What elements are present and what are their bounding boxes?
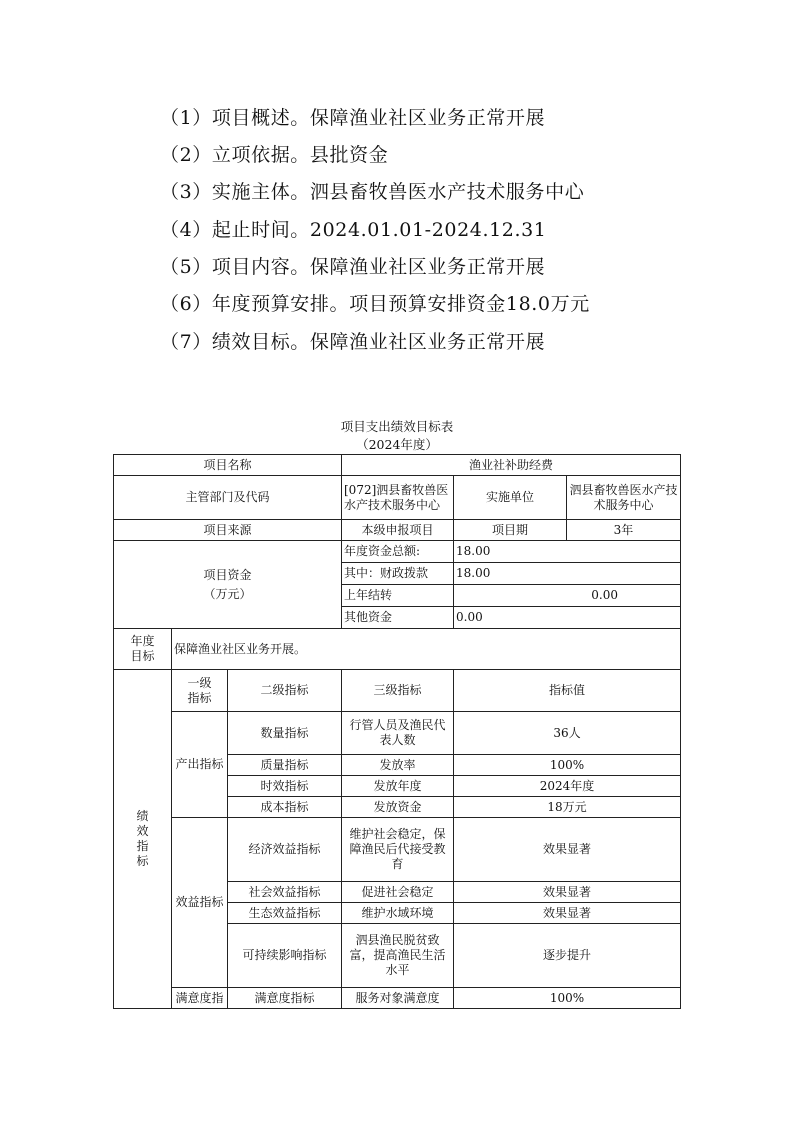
table-title: 项目支出绩效目标表 xyxy=(340,419,454,434)
other-value: 0.00 xyxy=(454,607,681,629)
timeliness-l3: 发放年度 xyxy=(342,776,454,797)
paragraph-period: （4）起止时间。2024.01.01-2024.12.31 xyxy=(160,219,547,241)
economic-l3: 维护社会稳定，保障渔民后代接受教育 xyxy=(342,818,454,882)
cost-l3: 发放资金 xyxy=(342,797,454,818)
funds-label-line1: 项目资金 xyxy=(203,567,252,582)
satisfaction-value: 100% xyxy=(454,988,681,1009)
quantity-l2: 数量指标 xyxy=(228,712,342,755)
social-l2: 社会效益指标 xyxy=(228,882,342,903)
other-label: 其他资金 xyxy=(342,607,454,629)
indicator-char: 标 xyxy=(136,854,149,868)
table-row xyxy=(114,629,681,670)
dept-label: 主管部门及代码 xyxy=(114,476,342,520)
satisfaction-l3: 服务对象满意度 xyxy=(342,988,454,1009)
table-row xyxy=(114,988,681,1009)
fiscal-value: 18.00 xyxy=(454,563,681,585)
goal-label xyxy=(114,629,172,670)
source-label: 项目来源 xyxy=(114,520,342,541)
timeliness-l2: 时效指标 xyxy=(228,776,342,797)
funds-label-line2: （万元） xyxy=(203,586,252,601)
cost-value: 18万元 xyxy=(454,797,681,818)
table-row xyxy=(114,520,681,541)
economic-l2: 经济效益指标 xyxy=(228,818,342,882)
fiscal-label: 其中：财政拨款 xyxy=(342,563,454,585)
timeliness-value: 2024年度 xyxy=(454,776,681,797)
sustainable-value: 逐步提升 xyxy=(454,924,681,988)
impl-value: 泗县畜牧兽医水产技术服务中心 xyxy=(567,476,681,520)
economic-value: 效果显著 xyxy=(454,818,681,882)
total-value: 18.00 xyxy=(454,541,681,563)
table-row xyxy=(114,712,681,755)
paragraph-basis: （2）立项依据。县批资金 xyxy=(160,144,389,166)
indicator-char: 指 xyxy=(136,839,149,853)
project-name-label: 项目名称 xyxy=(114,455,342,476)
quality-l2: 质量指标 xyxy=(228,755,342,776)
table-row xyxy=(114,541,681,563)
impl-label: 实施单位 xyxy=(454,476,567,520)
period-label: 项目期 xyxy=(454,520,567,541)
paragraph-content: （5）项目内容。保障渔业社区业务正常开展 xyxy=(160,256,546,278)
paragraph-overview: （1）项目概述。保障渔业社区业务正常开展 xyxy=(160,107,546,129)
header-value: 指标值 xyxy=(454,670,681,712)
satisfaction-indicator-label: 满意度指 xyxy=(172,988,228,1009)
output-indicator-label: 产出指标 xyxy=(172,712,228,818)
performance-goal-table xyxy=(113,454,681,1009)
table-subtitle: （2024年度） xyxy=(356,437,438,452)
goal-label-line2: 目标 xyxy=(130,649,155,663)
ecological-l3: 维护水域环境 xyxy=(342,903,454,924)
header-level3: 三级指标 xyxy=(342,670,454,712)
ecological-l2: 生态效益指标 xyxy=(228,903,342,924)
source-value: 本级申报项目 xyxy=(342,520,454,541)
cost-l2: 成本指标 xyxy=(228,797,342,818)
carry-label: 上年结转 xyxy=(342,585,454,607)
period-value: 3年 xyxy=(567,520,681,541)
table-row xyxy=(114,818,681,882)
quantity-l3: 行管人员及渔民代表人数 xyxy=(342,712,454,755)
paragraph-implementer: （3）实施主体。泗县畜牧兽医水产技术服务中心 xyxy=(160,181,585,203)
total-label: 年度资金总额: xyxy=(342,541,454,563)
quantity-value: 36人 xyxy=(454,712,681,755)
header-level1: 一级指标 xyxy=(172,670,228,712)
satisfaction-l2: 满意度指标 xyxy=(228,988,342,1009)
indicator-char: 效 xyxy=(136,824,149,838)
sustainable-l3: 泗县渔民脱贫致富，提高渔民生活水平 xyxy=(342,924,454,988)
indicator-char: 绩 xyxy=(136,809,149,823)
ecological-value: 效果显著 xyxy=(454,903,681,924)
table-row xyxy=(114,670,681,712)
project-name: 渔业社补助经费 xyxy=(342,455,681,476)
sustainable-l2: 可持续影响指标 xyxy=(228,924,342,988)
table-row xyxy=(114,476,681,520)
benefit-indicator-label: 效益指标 xyxy=(172,818,228,988)
social-value: 效果显著 xyxy=(454,882,681,903)
dept-value: [072]泗县畜牧兽医水产技术服务中心 xyxy=(342,476,454,520)
quality-l3: 发放率 xyxy=(342,755,454,776)
social-l3: 促进社会稳定 xyxy=(342,882,454,903)
paragraph-budget: （6）年度预算安排。项目预算安排资金18.0万元 xyxy=(160,293,590,315)
annual-goal: 保障渔业社区业务开展。 xyxy=(172,629,681,670)
header-level2: 二级指标 xyxy=(228,670,342,712)
goal-label-line1: 年度 xyxy=(130,634,155,648)
quality-value: 100% xyxy=(454,755,681,776)
carry-value: 0.00 xyxy=(454,585,681,607)
funds-label xyxy=(114,541,342,629)
table-row xyxy=(114,455,681,476)
indicator-section-label xyxy=(114,670,172,1009)
paragraph-goal: （7）绩效目标。保障渔业社区业务正常开展 xyxy=(160,331,546,353)
